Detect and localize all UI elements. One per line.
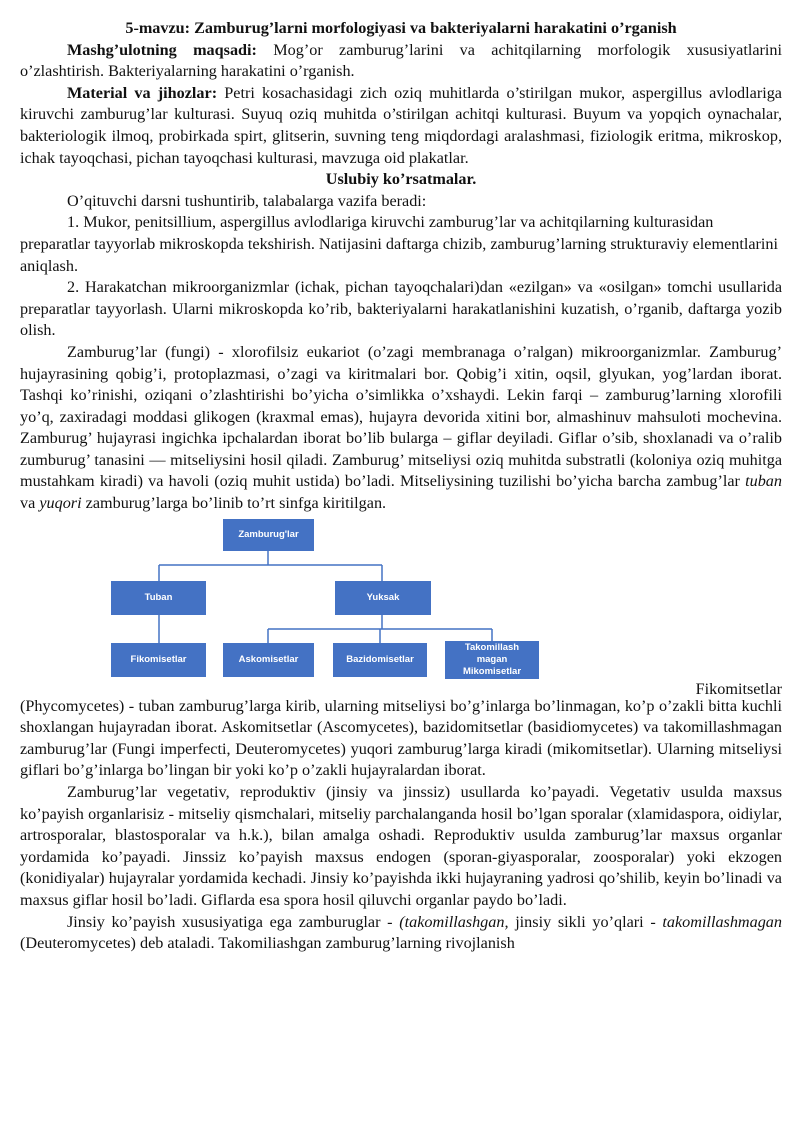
fikomitsetlar-caption: Fikomitsetlar [695,679,782,698]
last-text-mid: jinsiy sikli yo’qlari - [508,912,663,931]
materials-paragraph [20,83,782,169]
fungi-text: Zamburug’lar (fungi) - xlorofilsiz eukariot (o’zagi membranaga o’ralgan) mikroorganizmlar. Zamburug’ hujayrasining qobig’i, protoplazmasi, o’zagi va kiritmalari bor. Qobig’i xitin, oqsil, glyukan, yog’lardan iborat. Tashqi ko’rinishi, oziqani o’zlashtirishi bo’yicha o’simlikka o’xshaydi. Lekin farqi – zamburug’larning xlorofili yo’q, zaxiradagi moddasi glikogen (kraxmal emas), hujayra devorida xitini bor, almashinuv mahsuloti mochevina. Zamburug’ hujayrasi ingichka ipchalardan iborat bo’lib bularga – giflar deyiladi. Giflar o’sib, shoxlanadi va o’ralib zumburug’ tanasini — mitseliysini hosil qiladi. Zamburug’ mitseliysi oziq muhitda substratli (koloniya oziq muhitga mustahkam kiradi) va havoli (oziq muhit ustida) bo’ladi. Mitseliysining tuzilishi bo’yicha barcha zambug’lar [20,342,782,491]
fungi-text-mid: va [20,494,40,513]
diagram-box-tuban: Tuban [111,581,206,615]
document-title: 5-mavzu: Zamburug’larni morfologiyasi va bakteriyalarni harakatini o’rganish [125,19,677,37]
last-italic-2: takomillashmagan [662,912,782,931]
last-paragraph [20,912,782,955]
goal-paragraph [20,40,782,83]
diagram-box-yuksak: Yuksak [335,581,431,615]
fungi-classification-diagram [20,515,782,696]
last-text-end: (Deuteromycetes) deb ataladi. Takomiliashgan zamburug’larning rivojlanish [20,934,515,953]
document-page [20,18,782,955]
fungi-text-end: zamburug’larga bo’linib to’rt sinfga kiritilgan. [81,494,387,513]
diagram-box-bazidomisetlar: Bazidomisetlar [333,643,427,677]
last-text-start: Jinsiy ko’payish xususiyatiga ega zamburuglar - [67,912,400,931]
fungi-italic-yuqori: yuqori [39,494,82,513]
materials-label: Material va jihozlar: [67,83,218,102]
goal-text: Mog’or zamburug’larini va achitqilarning morfologik xususiyatlarini o’zlashtirish. Bakteriyalarning harakatini o’rganish. [20,40,782,81]
diagram-box-askomisetlar: Askomisetlar [223,643,314,677]
classes-paragraph: (Phycomycetes) - tuban zamburug’larga kirib, ularning mitseliysi bo’g’inlarga bo’linmagan, ko’p o’zakli bitta kuchli shoxlangan hujayradan iborat. Askomitsetlar (Ascomycetes), bazidomitsetlar (basidiomycetes) va takomillashmagan zamburug’lar (Fungi imperfecti, Deuteromycetes) yuqori zamburug’larga kiradi (mikomitsetlar). Ularning mitseliysi giflari bo’g’inlarga bo’lingan bir yoki ko’p o’zakli hujayralardan iborat. [20,696,782,780]
guidelines-heading: Uslubiy ko’rsatmalar. [325,170,477,189]
materials-text: Petri kosachasidagi zich oziq muhitlarda o’stirilgan mukor, aspergillus avlodlariga kiruvchi zamburug’lar kulturasi. Suyuq oziq muhitda o’stirilgan achitqi kulturasi. Buyum va yopqich oynachalar, bakteriologik ilmoq, probirkada spirt, glitserin, suvning teng miqdordagi aralashmasi, fiziologik eritma, mikroskop, ichak tayoqchasi, pichan tayoqchasi kulturasi, mavzuga oid plakatlar. [20,83,782,167]
task-1: 1. Mukor, penitsillium, aspergillus avlodlariga kiruvchi zamburug’lar va achitqilarning kulturasidan preparatlar tayyorlab mikroskopda tekshirish. Natijasini daftarga chizib, zamburug’larning strukturaviy elementlarini aniqlash. [20,213,779,275]
task-2: 2. Harakatchan mikroorganizmlar (ichak, pichan tayoqchalari)dan «ezilgan» va «osilgan» tomchi usullarida preparatlar tayyorlash. Ularni mikroskopda ko’rib, bakteriyalarni harakatlanishini kuzatish, o’rganib, daftarga yozib olish. [20,278,782,340]
intro-paragraph: O’qituvchi darsni tushuntirib, talabalarga vazifa beradi: [67,191,427,210]
diagram-box-fikomisetlar: Fikomisetlar [111,643,206,677]
fungi-paragraph [20,342,782,515]
reproduction-paragraph: Zamburug’lar vegetativ, reproduktiv (jinsiy va jinssiz) usullarda ko’payadi. Vegetativ usulda maxsus ko’payish organlarisiz - mitseliy qismchalari, mitseliy parchalanganda hosil bo’lgan sporalar (xlamidaspora, oidiylar, artrosporalar, blastosporalar va h.k.), bilan amalga oshadi. Reproduktiv usulda zamburug’lar maxsus organlar yordamida ko’payadi. Jinssiz ko’payish maxsus endogen (sporan-giyasporalar, zoosporalar) yoki ekzogen (konidiyalar) hujayralar yordamida kechadi. Jinsiy ko’payishda ikki hujayraning yadrosi qo’shilib, keyin bo’linadi va maxsus giflar hosil bo’ladi. Giflarda esa spora hosil qiluvchi organlar paydo bo’ladi. [20,783,782,909]
goal-label: Mashg’ulotning maqsadi: [67,40,257,59]
fungi-italic-tuban: tuban [745,472,782,491]
diagram-root-box: Zamburug'lar [223,519,314,551]
last-italic-1: (takomillashgan, [399,912,509,931]
diagram-box-mikomisetlar: Takomillash magan Mikomisetlar [445,641,539,679]
